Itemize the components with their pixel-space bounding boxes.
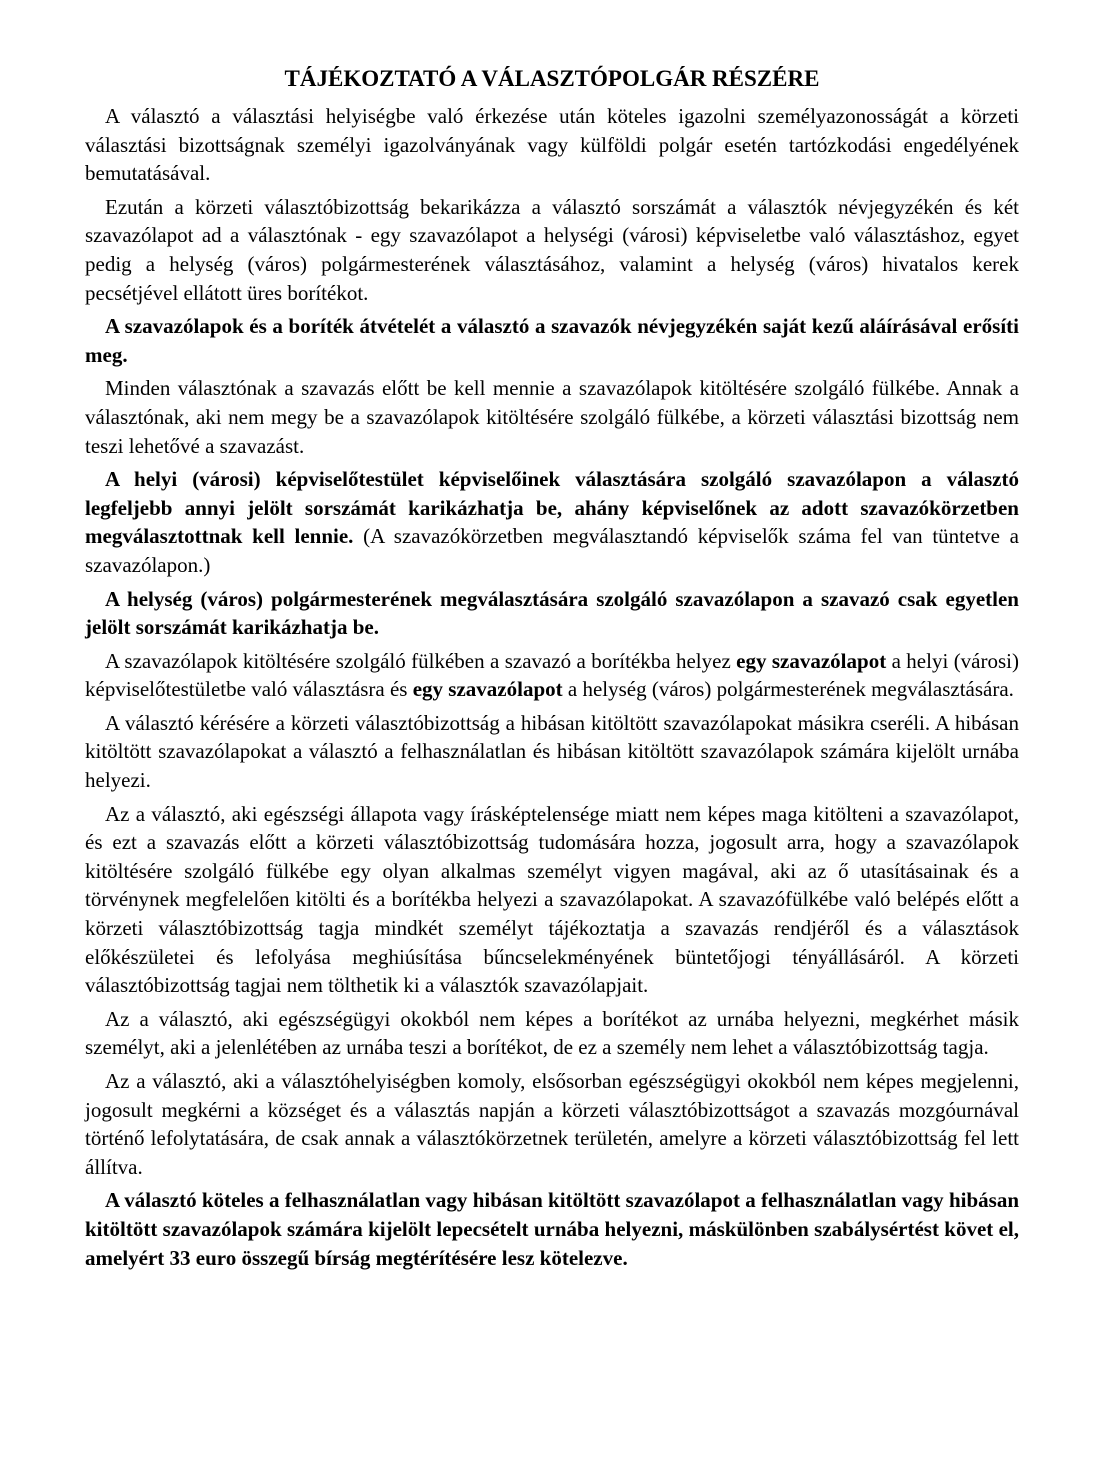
text-segment: Az a választó, aki a választóhelyiségben komoly, elsősorban egészségügyi okokból nem képes megjelenni, jogosult megkérni a községet és a választás napján a körzeti választóbizottságot a szavazás mozgóurnával történő lefolytatására, de csak annak a választókörzetnek területén, amelyre a körzeti választóbizottság fel lett állítva.	[85, 1069, 1019, 1179]
text-segment: a helyi (városi) képviselőtestületbe való választásra és	[85, 648, 1019, 702]
paragraph	[85, 374, 1019, 460]
paragraph	[85, 312, 1019, 369]
bold-text-segment: A szavazólapok és a boríték átvételét a választó a szavazók névjegyzékén saját kezű aláírásával erősíti meg.	[85, 314, 1019, 367]
paragraph	[85, 102, 1019, 188]
document-body	[85, 102, 1019, 1272]
text-segment: Az a választó, aki egészségi állapota vagy írásképtelensége miatt nem képes maga kitölteni a szavazólapot, és ezt a szavazás előtt a körzeti választóbizottság tudomására hozza, jogosult arra, hogy a szavazólapok kitöltésére szolgáló fülkébe egy olyan alkalmas személyt vigyen magával, aki az ő utasításainak és a törvénynek megfelelően kitölti és a borítékba helyezi a szavazólapokat. A szavazófülkébe való belépés előtt a körzeti választóbizottság tagja mindkét személyt tájékoztatja a szavazás rendjéről és a választások előkészületei és lefolyása meghiúsítása bűncselekményének büntetőjogi tényállásáról. A körzeti választóbizottság tagjai nem tölthetik ki a választók szavazólapjait.	[85, 801, 1019, 998]
text-segment: Minden választónak a szavazás előtt be kell mennie a szavazólapok kitöltésére szolgáló fülkébe. Annak a választónak, aki nem megy be a szavazólapok kitöltésére szolgáló fülkébe, a körzeti választási bizottság nem teszi lehetővé a szavazást.	[85, 376, 1019, 458]
paragraph	[85, 1005, 1019, 1062]
paragraph	[85, 709, 1019, 795]
paragraph	[85, 800, 1019, 1000]
text-segment: a helység (város) polgármesterének megválasztására.	[562, 677, 1014, 702]
document-title: TÁJÉKOZTATÓ A VÁLASZTÓPOLGÁR RÉSZÉRE	[284, 66, 820, 91]
paragraph	[85, 465, 1019, 579]
bold-text-segment: A helység (város) polgármesterének megválasztására szolgáló szavazólapon a szavazó csak egyetlen jelölt sorszámát karikázhatja be.	[85, 586, 1019, 640]
bold-text-segment: A helyi (városi) képviselőtestület képviselőinek választására szolgáló szavazólapon a választó legfeljebb annyi jelölt sorszámát karikázhatja be, ahány képviselőnek az adott szavazókörzetben megválasztottnak kell lennie.	[85, 467, 1019, 549]
text-segment: Ezután a körzeti választóbizottság bekarikázza a választó sorszámát a választók névjegyzékén és két szavazólapot ad a választónak - egy szavazólapot a helységi (városi) képviseletbe való választáshoz, egyet pedig a helység (város) polgármesterének választásához, valamint a helység (város) hivatalos kerek pecsétjével ellátott üres borítékot.	[85, 194, 1019, 305]
text-segment: Az a választó, aki egészségügyi okokból nem képes a borítékot az urnába helyezni, megkérhet másik személyt, aki a jelenlétében az urnába teszi a borítékot, de ez a személy nem lehet a választóbizottság tagja.	[85, 1006, 1019, 1060]
paragraph	[85, 585, 1019, 642]
bold-text-segment: A választó köteles a felhasználatlan vagy hibásan kitöltött szavazólapot a felhasználatlan vagy hibásan kitöltött szavazólapok számára kijelölt lepecsételt urnába helyezni, máskülönben szabálysértést követ el, amelyért 33 euro összegű bírság megtérítésére lesz kötelezve.	[85, 1188, 1019, 1270]
bold-text-segment: egy szavazólapot	[412, 677, 563, 702]
paragraph	[85, 1186, 1019, 1272]
text-segment: (A szavazókörzetben megválasztandó képviselők száma fel van tüntetve a szavazólapon.)	[85, 524, 1019, 577]
paragraph	[85, 647, 1019, 704]
document-page	[85, 62, 1019, 1277]
bold-text-segment: egy szavazólapot	[736, 648, 887, 673]
paragraph	[85, 193, 1019, 307]
paragraph	[85, 1067, 1019, 1181]
text-segment: A szavazólapok kitöltésére szolgáló fülkében a szavazó a borítékba helyez	[105, 648, 737, 673]
text-segment: A választó kérésére a körzeti választóbizottság a hibásan kitöltött szavazólapokat másikra cseréli. A hibásan kitöltött szavazólapokat a választó a felhasználatlan és hibásan kitöltött szavazólapok számára kijelölt urnába helyezi.	[85, 710, 1019, 793]
text-segment: A választó a választási helyiségbe való érkezése után köteles igazolni személyazonosságát a körzeti választási bizottságnak személyi igazolványának vagy külföldi polgár esetén tartózkodási engedélyének bemutatásával.	[85, 104, 1019, 186]
